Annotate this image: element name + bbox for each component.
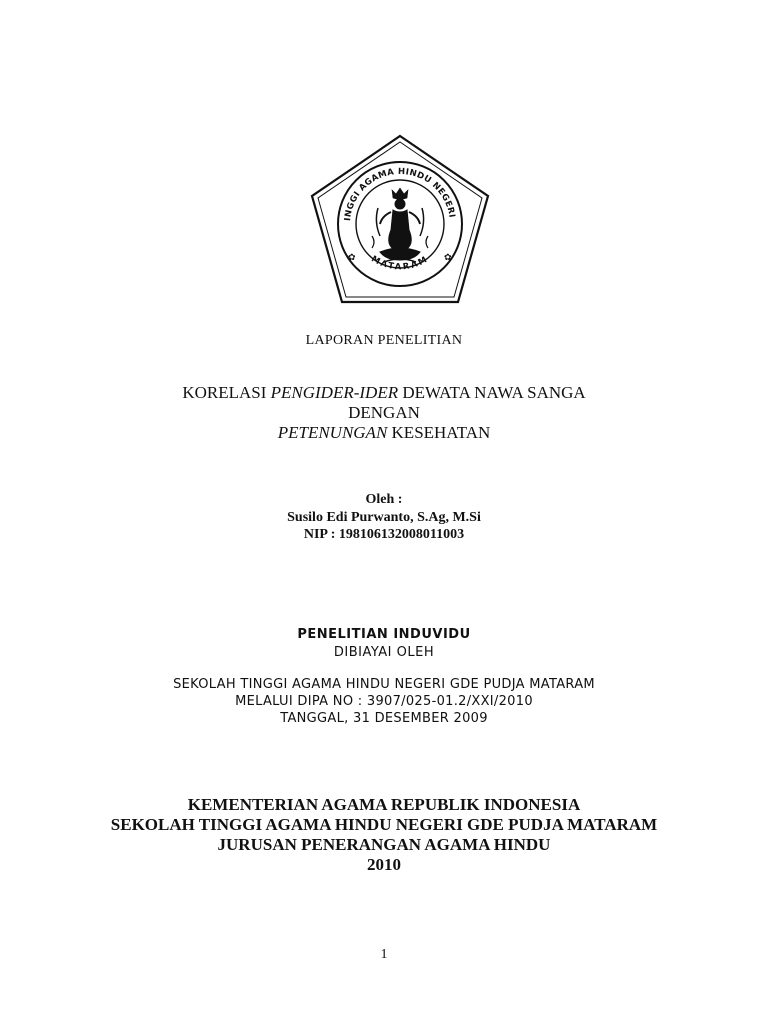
funded-by-label: DIBIAYAI OLEH [333, 645, 435, 660]
research-type: PENELITIAN INDUVIDU [297, 627, 471, 642]
title-line-1: KORELASI PENGIDER-IDER DEWATA NAWA SANGA [182, 383, 586, 402]
title-line-2: DENGAN [348, 403, 420, 422]
svg-text:SEKOLAH TINGGI AGAMA HINDU NEG [308, 132, 457, 222]
logo-ornament-right-icon: ✿ [444, 253, 452, 263]
author-nip: NIP : 198106132008011003 [303, 527, 465, 542]
dipa-number: MELALUI DIPA NO : 3907/025-01.2/XXI/2010 [235, 694, 533, 709]
school-name: SEKOLAH TINGGI AGAMA HINDU NEGERI GDE PUDJA MATARAM [110, 815, 658, 834]
author-label: Oleh : [365, 492, 403, 507]
publication-year: 2010 [367, 855, 401, 874]
deity-figure-icon [372, 188, 428, 262]
institution-logo [308, 132, 492, 308]
funding-date: TANGGAL, 31 DESEMBER 2009 [280, 711, 488, 726]
logo-ring-bottom-text: MATARAM [369, 254, 431, 273]
logo-seal-icon [308, 132, 492, 308]
logo-ornament-left-icon: ✿ [348, 253, 356, 263]
author-name: Susilo Edi Purwanto, S.Ag, M.Si [287, 510, 481, 525]
title-line-3: PETENUNGAN KESEHATAN [277, 423, 491, 442]
logo-ring-top-text: INGGI AGAMA HINDU NEGERI [343, 166, 457, 222]
page-number: 1 [380, 947, 388, 962]
ministry-name: KEMENTERIAN AGAMA REPUBLIK INDONESIA [187, 795, 581, 814]
department-name: JURUSAN PENERANGAN AGAMA HINDU [217, 835, 551, 854]
funding-institution: SEKOLAH TINGGI AGAMA HINDU NEGERI GDE PUDJA MATARAM [173, 677, 595, 692]
report-type: LAPORAN PENELITIAN [305, 333, 463, 348]
